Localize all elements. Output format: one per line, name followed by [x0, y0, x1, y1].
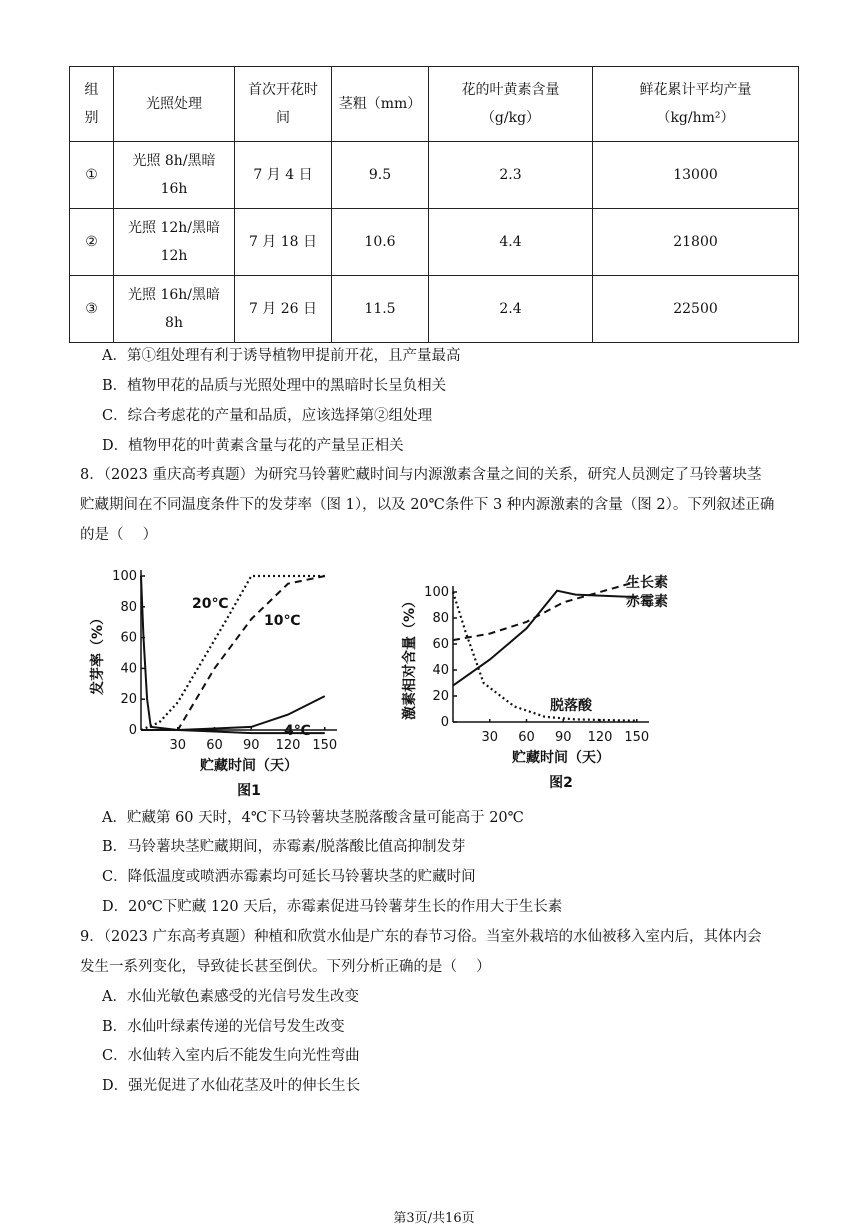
cell-light: 光照 16h/黑暗 8h: [114, 276, 235, 343]
y-tick-label: 40: [432, 663, 449, 678]
series-line: [453, 582, 637, 641]
q8-option-a: A．贮藏第 60 天时，4℃下马铃薯块茎脱落酸含量可能高于 20℃: [102, 810, 524, 826]
q9-option-c: C．水仙转入室内后不能发生向光性弯曲: [102, 1048, 360, 1064]
y-axis-label: 激素相对含量（%）: [402, 593, 418, 721]
cell-lutein: 4.4: [429, 209, 593, 276]
header-cell-group: 组 别: [70, 67, 114, 142]
cell-stem: 10.6: [332, 209, 429, 276]
q9-stem-line: 9．（2023 广东高考真题）种植和欣赏水仙是广东的春节习俗。当室外栽培的水仙被移入室内后，其体内会: [80, 929, 762, 945]
q9-stem-line: 发生一系列变化，导致徒长甚至倒伏。下列分析正确的是（ ）: [80, 959, 491, 975]
series-line: [141, 576, 325, 730]
series-label: 赤霉素: [626, 594, 668, 610]
figure-1-chart: [84, 560, 374, 805]
q8-option-d: D．20℃下贮藏 120 天后，赤霉素促进马铃薯芽生长的作用大于生长素: [102, 899, 563, 915]
x-tick-label: 60: [206, 738, 223, 753]
y-tick-label: 20: [432, 689, 449, 704]
table-row: [70, 209, 799, 276]
q8-stem-line: 贮藏期间在不同温度条件下的发芽率（图 1），以及 20℃条件下 3 种内源激素的含量（图 2）。下列叙述正确: [80, 497, 775, 513]
x-tick-label: 150: [624, 730, 650, 745]
cell-yield: 22500: [593, 276, 799, 343]
x-tick-label: 120: [275, 738, 301, 753]
table-row: [70, 142, 799, 209]
series-label: 生长素: [626, 575, 668, 591]
q9-option-b: B．水仙叶绿素传递的光信号发生改变: [102, 1019, 345, 1035]
cell-stem: 9.5: [332, 142, 429, 209]
header-cell-date: 首次开花时 间: [235, 67, 332, 142]
y-tick-label: 0: [128, 723, 137, 738]
cell-yield: 13000: [593, 142, 799, 209]
y-tick-label: 100: [424, 585, 449, 600]
q7-option-c: C．综合考虑花的产量和品质，应该选择第②组处理: [102, 408, 433, 424]
y-tick-label: 20: [120, 692, 137, 708]
series-line: [453, 591, 637, 686]
x-axis-label: 贮藏时间（天）: [512, 750, 610, 766]
q7-option-b: B．植物甲花的品质与光照处理中的黑暗时长呈负相关: [102, 378, 447, 394]
data-table: [69, 66, 799, 343]
series-label: 10℃: [264, 613, 301, 629]
header-cell-stem: 茎粗（mm）: [332, 67, 429, 142]
series-label: 脱落酸: [550, 698, 592, 714]
x-tick-label: 120: [587, 730, 613, 745]
series-line: [141, 576, 325, 730]
cell-lutein: 2.4: [429, 276, 593, 343]
cell-date: 7 月 26 日: [235, 276, 332, 343]
q7-option-a: A．第①组处理有利于诱导植物甲提前开花，且产量最高: [102, 348, 461, 364]
cell-light: 光照 8h/黑暗 16h: [114, 142, 235, 209]
cell-light: 光照 12h/黑暗 12h: [114, 209, 235, 276]
figure-caption: 图2: [549, 775, 573, 791]
cell-lutein: 2.3: [429, 142, 593, 209]
y-tick-label: 100: [112, 569, 137, 584]
cell-group: ③: [70, 276, 114, 343]
y-tick-label: 60: [120, 630, 137, 646]
cell-yield: 21800: [593, 209, 799, 276]
figure-caption: 图1: [237, 783, 261, 799]
cell-group: ②: [70, 209, 114, 276]
x-tick-label: 60: [518, 730, 535, 745]
q9-option-a: A．水仙光敏色素感受的光信号发生改变: [102, 989, 359, 1005]
header-cell-lutein: 花的叶黄素含量 （g/kg）: [429, 67, 593, 142]
series-label: 4℃: [284, 723, 311, 739]
y-tick-label: 60: [432, 637, 449, 652]
x-tick-label: 30: [169, 738, 187, 753]
x-axis-label: 贮藏时间（天）: [200, 758, 298, 774]
table-header-row: [70, 67, 799, 142]
cell-stem: 11.5: [332, 276, 429, 343]
series-label: 20℃: [192, 596, 229, 612]
table-row: [70, 276, 799, 343]
x-tick-label: 30: [481, 730, 499, 745]
y-axis-label: 发芽率（%）: [90, 610, 106, 696]
cell-group: ①: [70, 142, 114, 209]
y-tick-label: 0: [440, 715, 449, 730]
y-tick-label: 80: [120, 599, 137, 615]
x-tick-label: 90: [554, 730, 572, 745]
y-tick-label: 80: [432, 611, 449, 626]
x-tick-label: 150: [312, 738, 338, 753]
y-tick-label: 40: [120, 661, 137, 677]
page-footer: 第3页/共16页: [393, 1211, 475, 1226]
cell-date: 7 月 4 日: [235, 142, 332, 209]
q8-option-c: C．降低温度或喷洒赤霉素均可延长马铃薯块茎的贮藏时间: [102, 869, 476, 885]
q7-option-d: D．植物甲花的叶黄素含量与花的产量呈正相关: [102, 438, 404, 454]
figure-2-chart: [398, 565, 698, 805]
header-cell-light: 光照处理: [114, 67, 235, 142]
x-tick-label: 90: [242, 738, 260, 753]
cell-date: 7 月 18 日: [235, 209, 332, 276]
q8-option-b: B．马铃薯块茎贮藏期间，赤霉素/脱落酸比值高抑制发芽: [102, 839, 466, 855]
q8-stem-line: 的是（ ）: [80, 527, 158, 543]
q8-stem-line: 8．（2023 重庆高考真题）为研究马铃薯贮藏时间与内源激素含量之间的关系，研究人员测定了马铃薯块茎: [80, 467, 762, 483]
q9-option-d: D．强光促进了水仙花茎及叶的伸长生长: [102, 1078, 361, 1094]
header-cell-yield: 鲜花累计平均产量 （kg/hm²）: [593, 67, 799, 142]
